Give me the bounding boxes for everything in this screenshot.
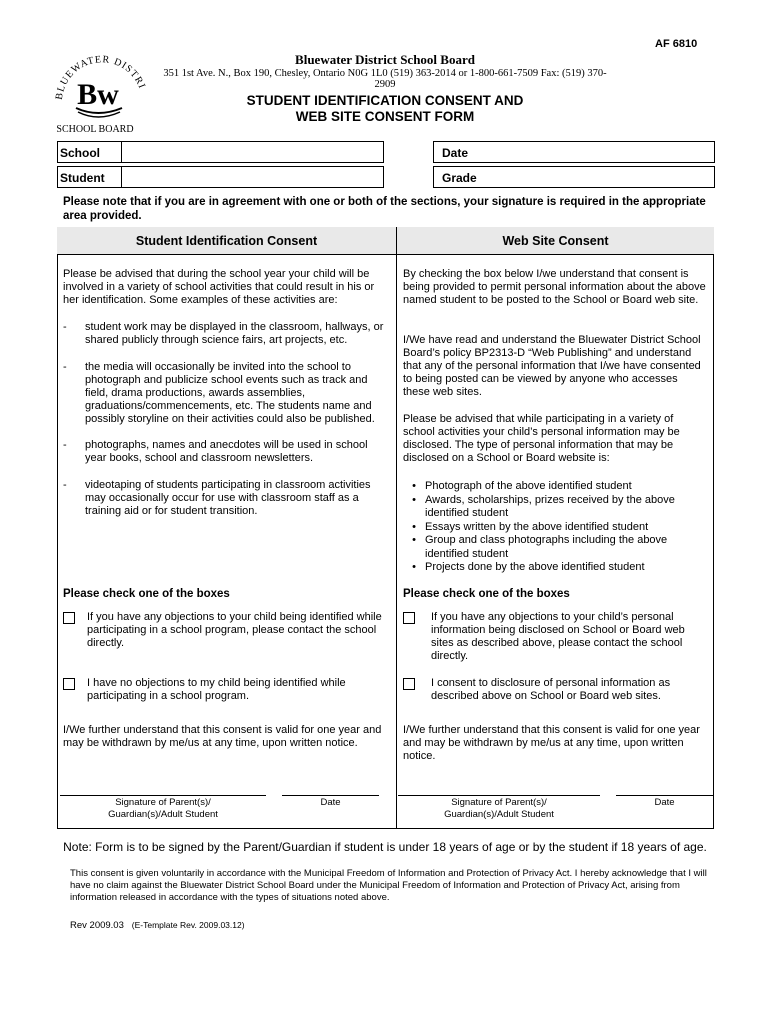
template-revision: (E-Template Rev. 2009.03.12) xyxy=(131,920,245,930)
grade-label: Grade xyxy=(442,171,477,185)
list-item: • Awards, scholarships, prizes received by the above identified student xyxy=(412,493,675,519)
no-objection-option xyxy=(63,677,389,703)
student-label: Student xyxy=(60,171,105,185)
consent-option xyxy=(403,677,706,703)
web-consent-para3: Please be advised that while participating in a variety of school activities your child’s personal information may be disclosed. The type of personal information that may be disclosed on a School or Board website is: xyxy=(403,413,680,464)
left-validity-statement: I/We further understand that this consent is valid for one year and may be withdrawn by me/us at any time, upon written notice. xyxy=(63,724,382,749)
web-site-consent-heading: Web Site Consent xyxy=(502,234,609,248)
student-label-cell xyxy=(57,166,122,188)
list-item: • Group and class photographs including the above identified student xyxy=(412,534,668,560)
no-objection-text: I have no objections to my child being identified while participating in a school program. xyxy=(87,677,346,702)
consent-text: I consent to disclosure of personal information as described above on School or Board web sites. xyxy=(431,677,671,702)
form-title-line2: WEB SITE CONSENT FORM xyxy=(295,109,475,124)
list-item-text: student work may be displayed in the classroom, hallways, or shared publicly through science fairs, art projects, etc. xyxy=(85,321,384,346)
left-signature-line[interactable] xyxy=(60,795,266,796)
web-consent-para1: By checking the box below I/we understand that consent is being provided to permit personal information about the above named student to be posted to the School or Board web site. xyxy=(403,268,706,306)
board-logo xyxy=(48,42,152,142)
agreement-notice: Please note that if you are in agreement with one or both of the sections, your signature is required in the appropriate area provided. xyxy=(63,196,706,222)
objection-option-left xyxy=(63,611,389,650)
list-item: • Projects done by the above identified student xyxy=(412,561,645,573)
student-input[interactable] xyxy=(121,166,384,188)
form-title xyxy=(210,93,560,125)
list-item: - the media will occasionally be invited into the school to photograph and publicize school events such as track and field, drama productions, awards assemblies, graduations/commencements, etc. The students name and possibly storyline on their activities could also be published. xyxy=(63,361,389,426)
objection-text-left: If you have any objections to your child being identified while participating in a school program, please contact the school directly. xyxy=(87,611,382,649)
web-consent-para2: I/We have read and understand the Bluewater District School Board’s policy BP2313-D “Web Publishing” and understand that any of the personal information that I/we have consented to being posted can be viewed by anyone who accesses these web sites. xyxy=(403,334,701,398)
revision-info xyxy=(70,920,245,931)
left-date-label: Date xyxy=(320,797,341,808)
right-validity-statement: I/We further understand that this consent is valid for one year and may be withdrawn by me/us at any time, upon written notice. xyxy=(403,724,700,762)
objection-checkbox-left[interactable] xyxy=(63,612,75,624)
form-id: AF 6810 xyxy=(655,38,698,50)
list-item-text: the media will occasionally be invited into the school to photograph and publicize school events such as track and field, drama productions, awards assemblies, graduations/commencements, etc. The students name and possibly storyline on their activities could also be published. xyxy=(85,361,375,425)
school-label: School xyxy=(60,146,101,160)
list-item-text: videotaping of students participating in classroom activities may occasionally occur for use with classroom staff as a training aid or for student transition. xyxy=(85,479,371,517)
column-divider xyxy=(396,227,397,829)
left-date-line[interactable] xyxy=(282,795,379,796)
signature-note: Note: Form is to be signed by the Parent/Guardian if student is under 18 years of age or by the student if 18 years of age. xyxy=(63,840,707,854)
right-signature-line[interactable] xyxy=(398,795,600,796)
logo-monogram: Bw xyxy=(77,78,119,111)
no-objection-checkbox[interactable] xyxy=(63,678,75,690)
list-item: - videotaping of students participating in classroom activities may occasionally occur for use with classroom staff as a training aid or for student transition. xyxy=(63,479,389,518)
logo-arc-text: BLUEWATER DISTRI xyxy=(53,54,148,101)
right-date-line[interactable] xyxy=(616,795,713,796)
consent-checkbox[interactable] xyxy=(403,678,415,690)
list-item: - student work may be displayed in the classroom, hallways, or shared publicly through science fairs, art projects, etc. xyxy=(63,321,389,347)
date-label: Date xyxy=(442,146,469,160)
right-signature-label: Signature of Parent(s)/ Guardian(s)/Adult Student xyxy=(444,797,554,820)
list-item: - photographs, names and anecdotes will be used in school year books, school and classroom newsletters. xyxy=(63,439,389,465)
objection-option-right xyxy=(403,611,706,663)
right-date-label: Date xyxy=(654,797,675,808)
objection-text-right: If you have any objections to your child’s personal information being disclosed on School or Board web sites as described above, please contact the school directly. xyxy=(431,611,685,662)
privacy-statement: This consent is given voluntarily in accordance with the Municipal Freedom of Information and Protection of Privacy Act. I hereby acknowledge that I will have no claim against the Bluewater District School Board under the Municipal Freedom of Information and Protection of Privacy Act, arising from information released in accordance with the types of situations noted above. xyxy=(70,868,707,903)
logo-bottom-text: SCHOOL BOARD xyxy=(56,124,134,135)
school-label-cell xyxy=(57,141,122,163)
student-id-intro: Please be advised that during the school year your child will be involved in a variety of school activities that could result in his or her identification. Some examples of these activities are: xyxy=(63,268,375,306)
right-check-heading: Please check one of the boxes xyxy=(403,588,570,600)
grade-field[interactable] xyxy=(433,166,715,188)
revision-number: Rev 2009.03 xyxy=(70,920,124,931)
date-field[interactable] xyxy=(433,141,715,163)
objection-checkbox-right[interactable] xyxy=(403,612,415,624)
left-signature-label: Signature of Parent(s)/ Guardian(s)/Adult Student xyxy=(108,797,218,820)
school-input[interactable] xyxy=(121,141,384,163)
list-item: • Photograph of the above identified student xyxy=(412,480,632,492)
disclosure-list xyxy=(403,480,706,575)
form-title-line1: STUDENT IDENTIFICATION CONSENT AND xyxy=(246,93,524,108)
board-address: 351 1st Ave. N., Box 190, Chesley, Ontario N0G 1L0 (519) 363-2014 or 1-800-661-7509 Fax: (519) 370-2909 xyxy=(163,68,607,90)
board-name: Bluewater District School Board xyxy=(295,52,475,67)
list-item: • Essays written by the above identified student xyxy=(412,520,649,533)
left-check-heading: Please check one of the boxes xyxy=(63,588,230,600)
student-id-consent-heading: Student Identification Consent xyxy=(135,234,318,248)
list-item-text: photographs, names and anecdotes will be used in school year books, school and classroom newsletters. xyxy=(85,439,368,464)
